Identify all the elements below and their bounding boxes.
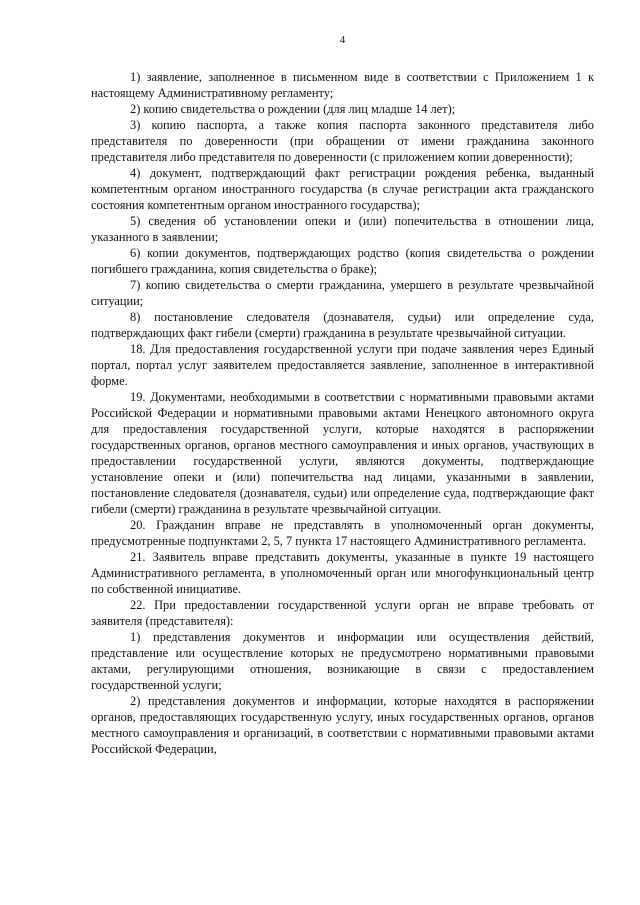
- paragraph-subitem-1: 1) представления документов и информации или осуществления действий, представление или осуществление которых не предусмотрено нормативными правовыми актами, регулирующими отношения, возникающие в связи с предоставлением государственной услуги;: [91, 630, 594, 692]
- paragraph-subitem-2: 2) представления документов и информации, которые находятся в распоряжении органов, предоставляющих государственную услугу, иных государственных органов, органов местного самоуправления и организаций, в соответствии с нормативными правовыми актами Российской Федерации,: [91, 694, 594, 756]
- paragraph-item-1: 1) заявление, заполненное в письменном виде в соответствии с Приложением 1 к настоящему Административному регламенту;: [91, 70, 594, 100]
- paragraph-clause-18: 18. Для предоставления государственной услуги при подаче заявления через Единый портал, портал услуг заявителем предоставляется заявление, заполненное в интерактивной форме.: [91, 342, 594, 388]
- paragraph-item-8: 8) постановление следователя (дознавателя, судьи) или определение суда, подтверждающих факт гибели (смерти) гражданина в результате чрезвычайной ситуации.: [91, 310, 594, 340]
- paragraph-item-5: 5) сведения об установлении опеки и (или) попечительства в отношении лица, указанного в заявлении;: [91, 214, 594, 244]
- paragraph-item-6: 6) копии документов, подтверждающих родство (копия свидетельства о рождении погибшего гражданина, копия свидетельства о браке);: [91, 246, 594, 276]
- paragraph-item-7: 7) копию свидетельства о смерти гражданина, умершего в результате чрезвычайной ситуации;: [91, 278, 594, 308]
- paragraph-item-3: 3) копию паспорта, а также копия паспорта законного представителя либо представителя по доверенности (при обращении от имени гражданина законного представителя либо представителя по доверенности (с приложением копии доверенности);: [91, 118, 594, 164]
- paragraph-clause-21: 21. Заявитель вправе представить документы, указанные в пункте 19 настоящего Административного регламента, в уполномоченный орган или многофункциональный центр по собственной инициативе.: [91, 550, 594, 596]
- paragraph-clause-20: 20. Гражданин вправе не представлять в уполномоченный орган документы, предусмотренные подпунктами 2, 5, 7 пункта 17 настоящего Административного регламента.: [91, 518, 594, 548]
- paragraph-item-2: 2) копию свидетельства о рождении (для лиц младше 14 лет);: [130, 102, 456, 116]
- paragraph-clause-19: 19. Документами, необходимыми в соответствии с нормативными правовыми актами Российской Федерации и нормативными правовыми актами Ненецкого автономного округа для предоставления государственной услуги, которые находятся в распоряжении государственных органов, органов местного самоуправления и иных органов, участвующих в предоставлении государственной услуги, являются документы, подтверждающие установление опеки и (или) попечительства над лицами, указанными в заявлении, постановление следователя (дознавателя, судьи) или определение суда, подтверждающие факт гибели (смерти) гражданина в результате чрезвычайной ситуации.: [91, 390, 594, 516]
- page-number: 4: [339, 34, 346, 46]
- paragraph-clause-22: 22. При предоставлении государственной услуги орган не вправе требовать от заявителя (представителя):: [91, 598, 594, 628]
- paragraph-item-4: 4) документ, подтверждающий факт регистрации рождения ребенка, выданный компетентным органом иностранного государства (в случае регистрации акта гражданского состояния компетентным органом иностранного государства);: [91, 166, 594, 212]
